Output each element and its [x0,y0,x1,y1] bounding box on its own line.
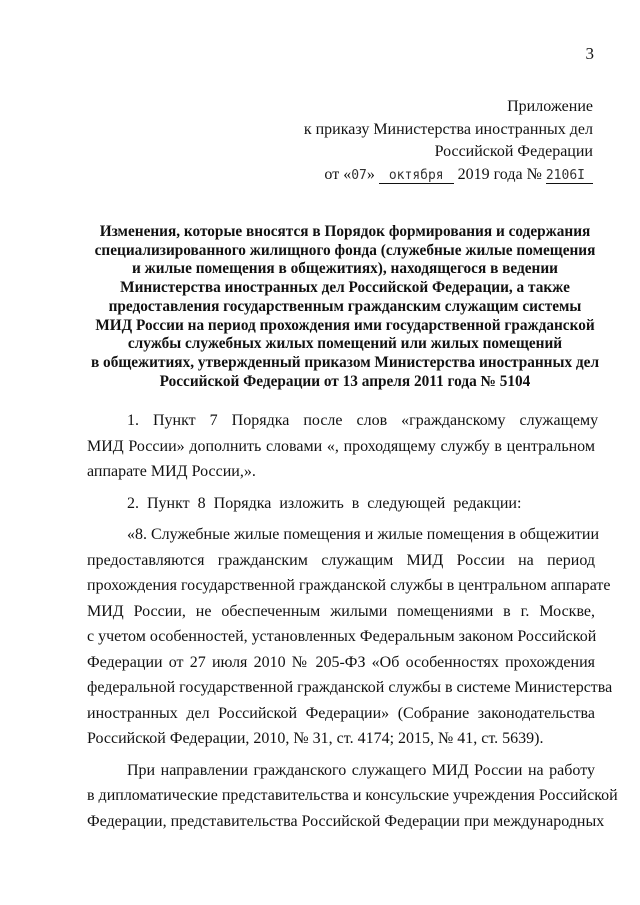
appendix-header [300,96,593,187]
paragraph-line: Федерации от 27 июля 2010 № 205-ФЗ «Об особенностях прохождения [87,653,595,671]
title-line: Министерства иностранных дел Российской Федерации, а также [120,279,570,297]
date-day-close: » [366,165,375,183]
paragraph-line: МИД России, не обеспеченным жилыми помещениями в г. Москве, [87,602,595,620]
title-line: предоставления государственным гражданским служащим системы [108,297,582,315]
paragraph-line: 2. Пункт 8 Порядка изложить в следующей редакции: [127,494,522,512]
paragraph-3 [87,522,613,752]
paragraph-line: прохождения государственной гражданской службы в центральном аппарате [87,577,611,594]
paragraph-line: предоставляются гражданским служащим МИД России на период [87,551,595,569]
paragraph-line: Федерации, представительства Российской Федерации при международных [87,812,605,830]
paragraph-line: 1. Пункт 7 Порядка после слов «гражданскому служащему [127,412,599,429]
date-month: октября [379,168,454,184]
order-number: 2106I [546,168,593,184]
paragraph-2 [87,491,595,517]
appendix-label: Приложение [507,98,593,115]
title-line: в общежитиях, утвержденный приказом Министерства иностранных дел [90,353,600,371]
paragraph-line: иностранных дел Российской Федерации» (Собрание законодательства [87,704,595,722]
date-prefix: от « [324,165,352,183]
document-title [84,223,606,391]
paragraph-line: в дипломатические представительства и консульские учреждения Российской [87,787,618,804]
paragraph-line: Российской Федерации, 2010, № 31, ст. 4174; 2015, № 41, ст. 5639). [87,730,544,747]
appendix-country: Российской Федерации [434,143,593,160]
paragraph-line: аппарате МИД России,». [87,463,256,480]
title-line: Изменения, которые вносятся в Порядок формирования и содержания [99,223,591,240]
appendix-date-line [300,164,593,188]
title-line: специализированного жилищного фонда (служебные жилые помещения [94,241,596,259]
date-day: 07 [351,167,367,183]
paragraph-line: МИД России» дополнить словами «, проходящему службу в центральном [87,437,595,455]
title-line: Российской Федерации от 13 апреля 2011 года № 5104 [159,372,531,390]
paragraph-line: При направлении гражданского служащего МИД России на работу [127,761,595,779]
paragraph-line: «8. Служебные жилые помещения и жилые помещения в общежитии [127,526,600,543]
title-line: и жилые помещения в общежитиях), находящегося в ведении [132,260,558,278]
title-line: МИД России на период прохождения ими государственной гражданской [95,316,595,334]
paragraph-4 [87,758,618,835]
paragraph-line: с учетом особенностей, установленных Федеральным законом Российской [87,628,597,645]
paragraph-1 [87,408,599,485]
date-year: 2019 года № [457,165,542,183]
title-line: службы служебных жилых помещений или жилых помещений [127,335,563,353]
paragraph-line: федеральной государственной гражданской службы в системе Министерства [87,679,613,696]
page-number: 3 [585,44,594,63]
document-body [87,408,618,834]
appendix-order-reference: к приказу Министерства иностранных дел [303,120,593,138]
